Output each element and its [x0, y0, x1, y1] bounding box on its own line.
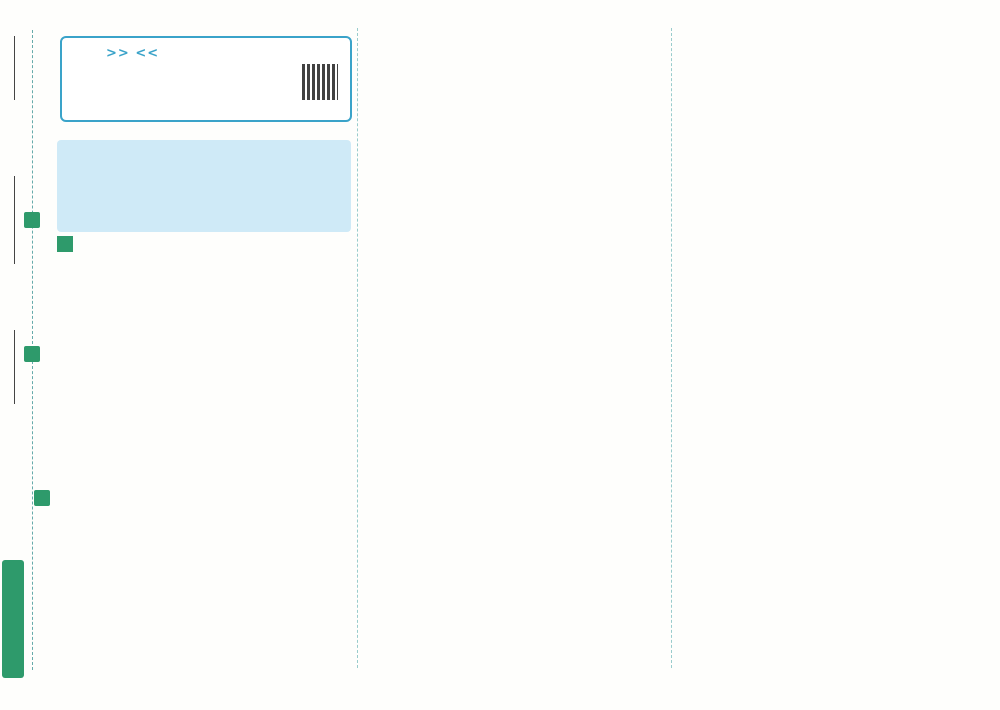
title-box — [60, 36, 352, 122]
cut-mark-3 — [34, 490, 50, 506]
student-no-line — [14, 36, 15, 100]
column-separator-1 — [357, 28, 358, 668]
name-line — [14, 176, 15, 264]
qr-code-icon[interactable] — [302, 64, 338, 100]
column-separator-2 — [671, 28, 672, 668]
section-fill-heading — [57, 236, 77, 257]
cut-mark-1 — [24, 212, 40, 228]
intro-passage — [57, 140, 351, 232]
series-label — [2, 560, 24, 678]
exam-meta — [74, 94, 86, 109]
binding-strip — [0, 0, 50, 710]
cut-mark-2 — [24, 346, 40, 362]
class-line — [14, 330, 15, 404]
exam-title: >> << — [106, 46, 160, 61]
